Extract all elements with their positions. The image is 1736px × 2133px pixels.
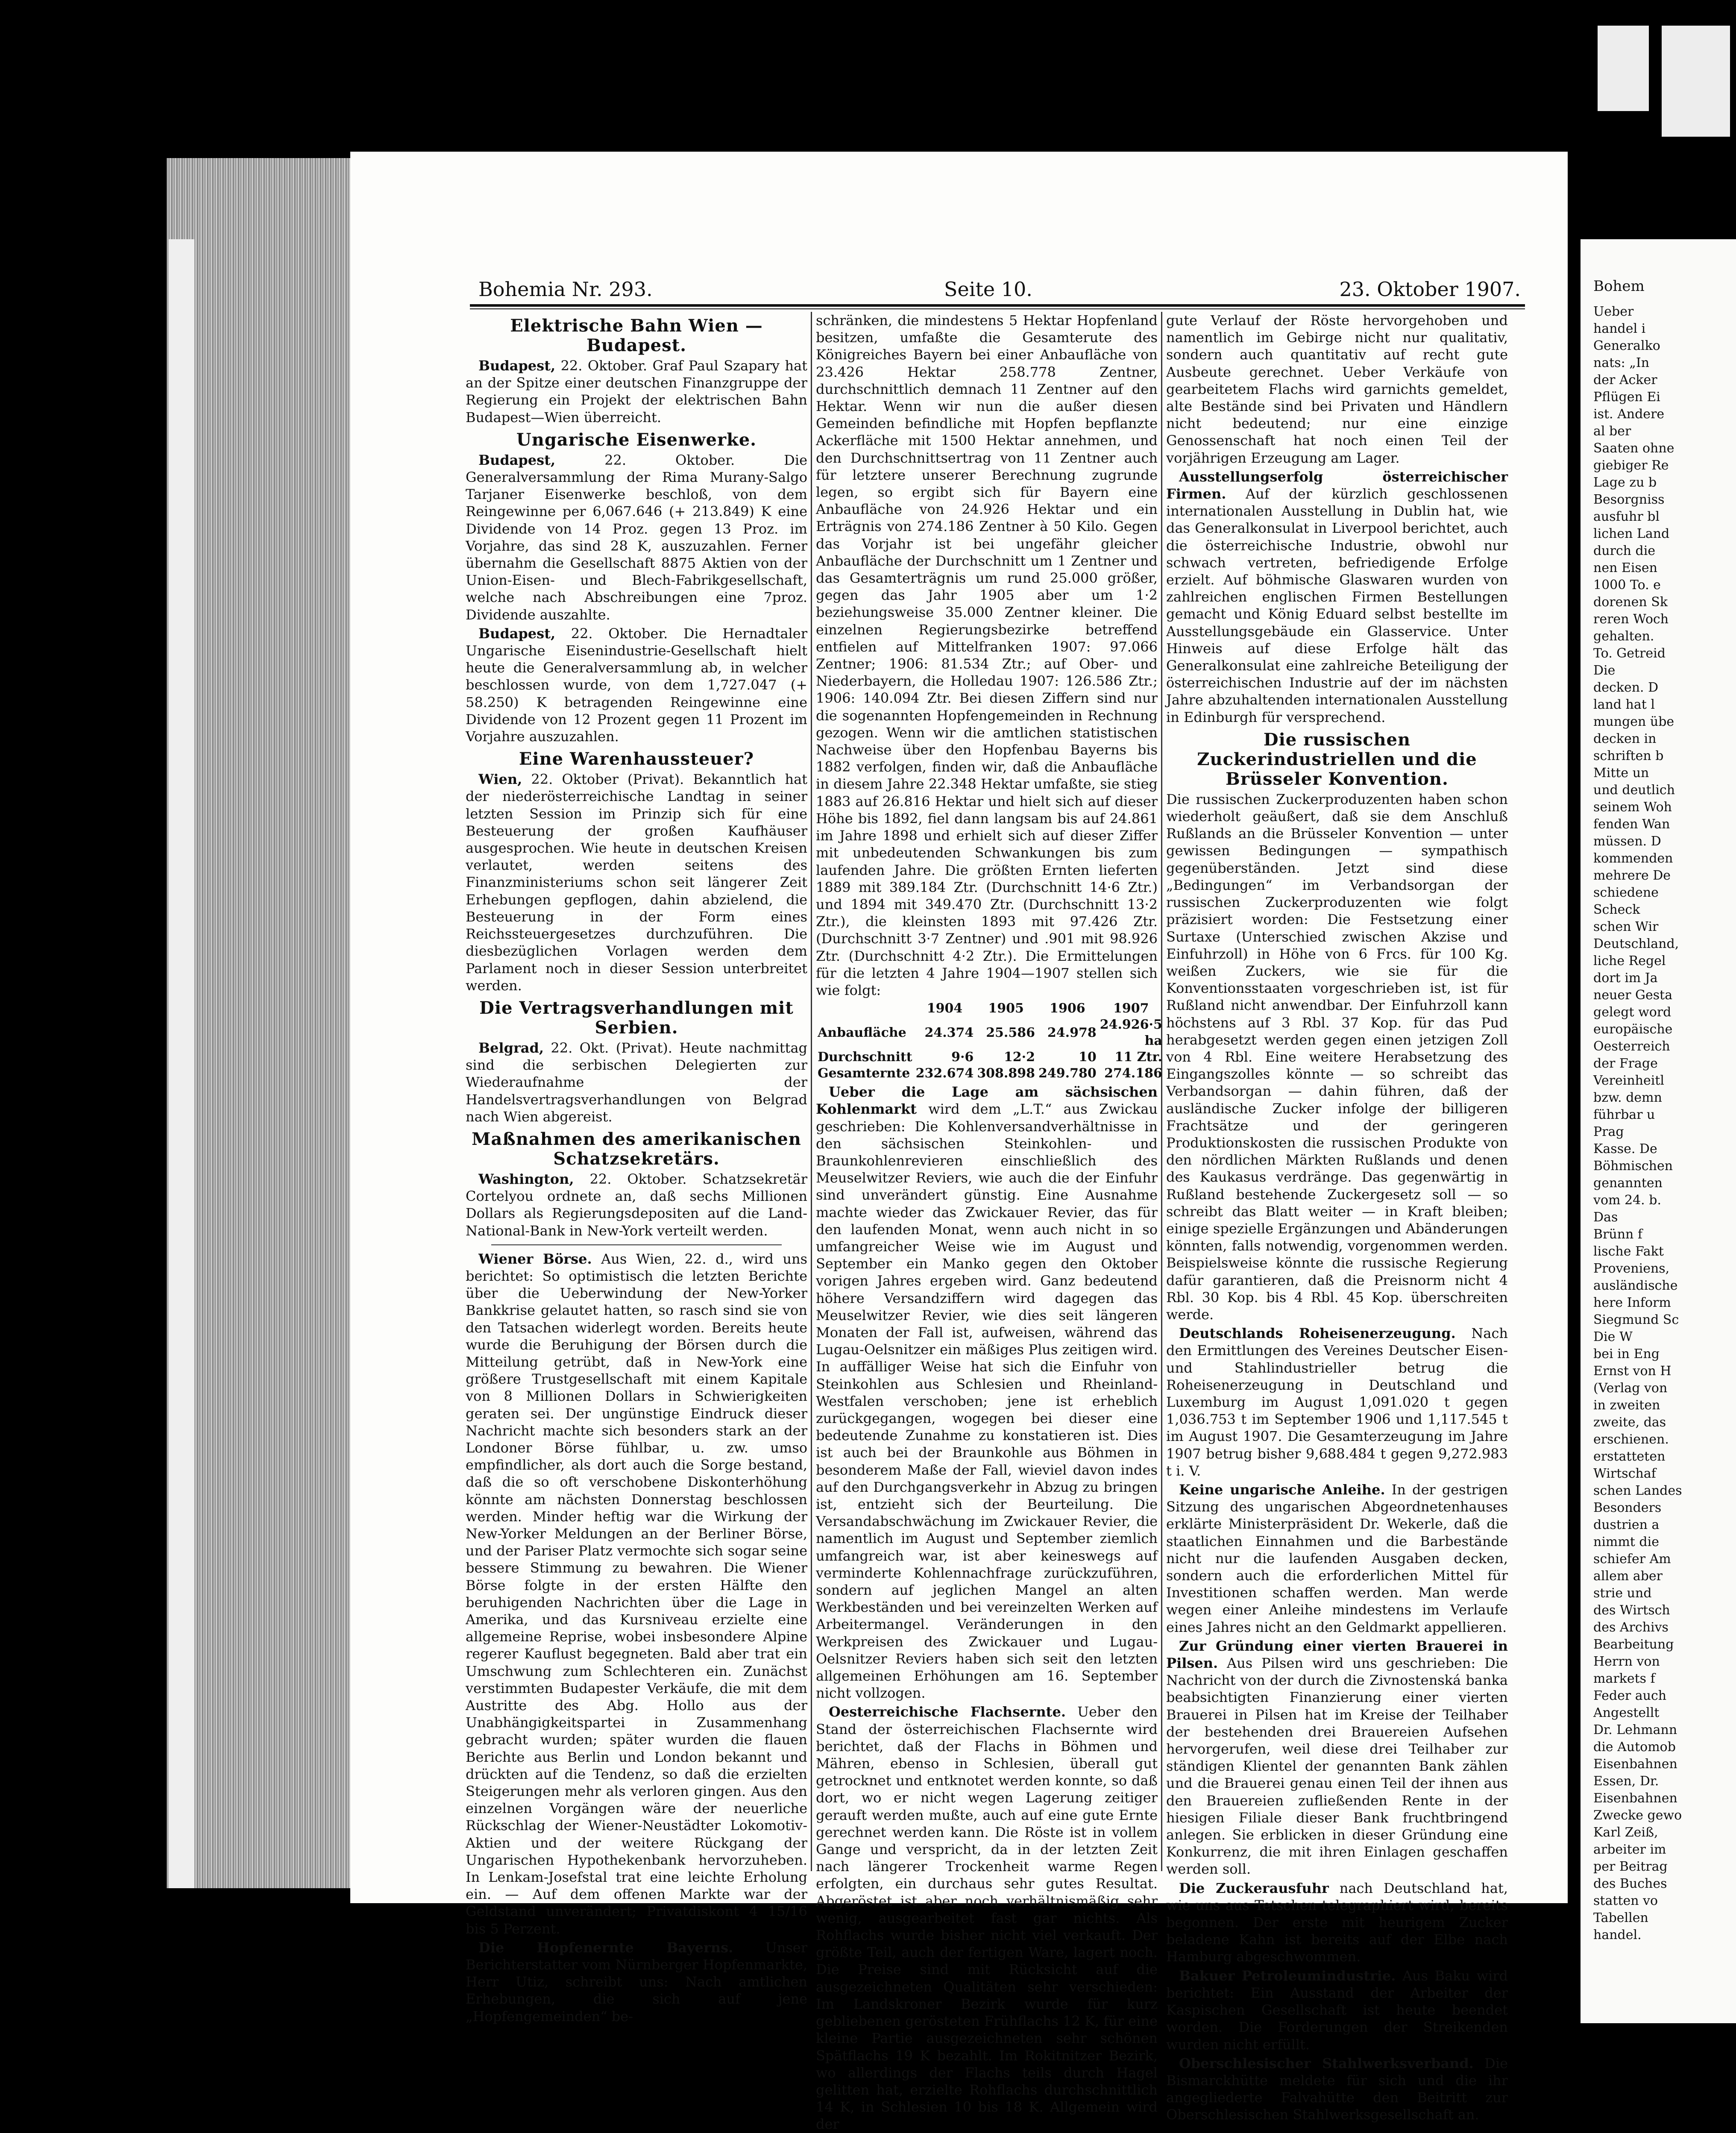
table-cell: 274.186 <box>1104 1066 1162 1081</box>
adjacent-page-line: Besorgniss <box>1593 492 1665 507</box>
adjacent-page-line: Saaten ohne <box>1593 441 1674 456</box>
table-cell: 25.586 <box>986 1025 1035 1041</box>
adjacent-page-line: schen Wir <box>1593 919 1659 934</box>
adjacent-page-line: al ber <box>1593 424 1631 439</box>
paragraph-lead: Deutschlands Roheisenerzeugung. <box>1179 1325 1456 1342</box>
table-cell: 232.674 <box>915 1066 974 1081</box>
adjacent-page-line: des Archivs <box>1593 1620 1669 1635</box>
adjacent-page-line: fenden Wan <box>1593 817 1670 832</box>
article-headline: Die Vertragsverhandlungen mit Serbien. <box>479 998 794 1038</box>
adjacent-page-line: Generalko <box>1593 338 1660 353</box>
table-cell: 10 <box>1078 1050 1097 1065</box>
adjacent-page-line: gelegt word <box>1593 1005 1671 1020</box>
paragraph-lead: Ausstellungserfolg österreichischer Firmen. <box>1166 468 1508 502</box>
book-page-edges <box>167 158 355 1888</box>
article-paragraph <box>466 625 807 745</box>
adjacent-page-line: der Frage <box>1593 1056 1658 1071</box>
adjacent-page-line: Besonders <box>1593 1500 1662 1515</box>
section-separator <box>491 1244 782 1245</box>
adjacent-page-line: handel. <box>1593 1928 1642 1942</box>
article-headline: Maßnahmen des amerikanischen Schatzsekretärs. <box>472 1129 801 1169</box>
adjacent-page-line: Bearbeitung <box>1593 1637 1674 1652</box>
paragraph-lead: Budapest, <box>478 625 556 642</box>
paragraph-lead: Wiener Börse. <box>478 1250 592 1267</box>
table-row <box>816 1049 1164 1065</box>
paragraph-lead: Keine ungarische Anleihe. <box>1179 1482 1385 1498</box>
adjacent-page-line: Pflügen Ei <box>1593 390 1660 405</box>
table-cell: 24.978 <box>1047 1025 1097 1041</box>
adjacent-page-line: per Beitrag <box>1593 1859 1668 1874</box>
adjacent-page-line: handel i <box>1593 321 1646 336</box>
adjacent-page-line: schiefer Am <box>1593 1552 1671 1567</box>
adjacent-page-line: here Inform <box>1593 1295 1671 1310</box>
adjacent-page-line: europäische <box>1593 1022 1673 1037</box>
adjacent-page <box>1581 239 1736 2023</box>
paragraph-text: Nach den Ermittlungen des Vereines Deutscher Eisen- und Stahlindustrieller betrug die Roheisenerzeugung in Deutschland und Luxemburg im August 1,091.020 t gegen 1,036.753 t im September 1906 und 1,117.545 t im August 1907. Die Gesamterzeugung im Jahre 1907 betrug bisher 9,688.484 t gegen 9,272.983 t i. V. <box>1166 1325 1508 1479</box>
article-paragraph <box>1166 1325 1508 1479</box>
adjacent-page-text <box>1593 239 1734 1944</box>
table-row <box>816 1065 1164 1082</box>
adjacent-page-line: Deutschland, <box>1593 936 1679 951</box>
paragraph-text: 22. Oktober. Die Hernadtaler Ungarische Eisenindustrie-Gesellschaft hielt heute die Generalversammlung ab, in welcher beschlossen wurde, von dem 1,727.047 (+ 58.250) K betragenden Reingewinne eine Dividende von 12 Prozent gegen 11 Prozent im Vorjahre auszuzahlen. <box>466 625 808 745</box>
article-paragraph <box>466 1250 807 1937</box>
scan-corner-mark <box>1662 26 1730 137</box>
article-headline: Ungarische Eisenwerke. <box>516 429 757 450</box>
adjacent-page-line: Angestellt <box>1593 1705 1660 1720</box>
adjacent-page-line: kommenden <box>1593 851 1673 866</box>
paragraph-lead: Budapest, <box>478 358 556 374</box>
paragraph-lead: Wien, <box>478 771 522 788</box>
table-cell: 9·6 <box>951 1050 974 1065</box>
adjacent-page-line: Vereinheitl <box>1593 1073 1664 1088</box>
article-headline: Eine Warenhaussteuer? <box>519 749 754 769</box>
adjacent-page-line: ausländische <box>1593 1278 1678 1293</box>
article-headline: Die russischen Zuckerindustriellen und die Brüsseler Konvention. <box>1197 729 1477 789</box>
adjacent-page-line: dorenen Sk <box>1593 595 1668 610</box>
adjacent-page-line: strie und <box>1593 1586 1652 1601</box>
article-paragraph <box>466 357 807 426</box>
paragraph-text: Ueber den Stand der österreichischen Flachsernte wird berichtet, daß der Flachs in Böhmen und Mähren, ebenso in Schlesien, überall gut getrocknet und entknotet werden konnte, so daß dort, wo er nicht wegen Lagerung zeitiger gerauft werden mußte, auch auf eine gute Ernte gerechnet werden kann. Die Röste ist in vollem Gange und verspricht, da in der letzten Zeit nach längerer Trockenheit warme Regen erfolgten, ein durchaus sehr gutes Resultat. Abgeröstet ist aber noch verhältnismäßig sehr wenig, ausgearbeitet fast gar nichts. Als Rohflachs wurde bisher nicht viel verkauft. Der größte Teil, auch der fertigen Ware, lagert noch. Die Preise sind mit Rücksicht auf die ausgezeichneten Qualitäten sehr verschieden: Im Landskroner Bezirk wurde für kurz gebliebenen gerösteten Frühflachs 12 K, für eine kleine Partie ausgezeichneten sehr schönen Spätflachs 19 K bezahlt. Im Rokitnitzer Bezirk, wo allerdings der Flachs teils durch Hagel gelitten hat, erzielte Rohflachs durchschnittlich 14 K, in Schlesien 10 bis 18 K. Allgemein wird der <box>816 1704 1158 2133</box>
paragraph-text: 22. Oktober. Die Generalversammlung der Rima Murany-Salgo Tarjaner Eisenwerke beschloß, von dem Reingewinne per 6,067.646 (+ 213.849) K eine Dividende von 14 Proz. gegen 13 Proz. im Vorjahre, das sind 28 K, auszuzahlen. Ferner übernahm die Gesellschaft 8875 Aktien von der Union-Eisen- und Blech-Fabrikgesellschaft, welche nach Abschreibungen eine 7proz. Dividende auszahlte. <box>466 452 808 623</box>
adjacent-page-line: Dr. Lehmann <box>1593 1722 1677 1737</box>
article-paragraph <box>816 1703 1158 2133</box>
adjacent-page-line: müssen. D <box>1593 834 1661 849</box>
adjacent-page-line: lische Fakt <box>1593 1244 1664 1259</box>
adjacent-page-line: 1000 To. e <box>1593 578 1661 593</box>
adjacent-page-line: gehalten. <box>1593 629 1654 644</box>
article-paragraph <box>1166 2055 1508 2124</box>
table-header-cell: 1904 <box>927 1001 963 1016</box>
article-paragraph <box>466 1171 807 1239</box>
adjacent-page-line: schen Landes <box>1593 1483 1682 1498</box>
adjacent-page-line: ist. Andere <box>1593 407 1665 422</box>
adjacent-page-line: Siegmund Sc <box>1593 1312 1679 1327</box>
adjacent-page-line: Essen, Dr. <box>1593 1774 1659 1789</box>
paragraph-text: Die russischen Zuckerproduzenten haben schon wiederholt geäußert, daß sie dem Anschluß Rußlands an die Brüsseler Konvention — unter gewissen Bedingungen — sympathisch gegenüberständen. Jetzt sind diese „Bedingungen“ im Verbandsorgan der russischen Zuckerproduzenten wie folgt präzisiert worden: Die Festsetzung einer Surtaxe (Unterschied zwischen Akzise und Einfuhrzoll) in Höhe von 6 Frcs. für 100 Kg. weißen Zuckers, wie sie für die Konventionsstaaten vorgeschrieben ist, ist für Rußland nicht anwendbar. Der Einfuhrzoll kann höchstens auf 3 Rbl. 37 Kop. für das Pud herabgesetzt werden gegen einen jetzigen Zoll von 4 Rbl. Eine weitere Herabsetzung des Eingangszolles könnte — so schreibt das Verbandsorgan — dahin führen, daß der ausländische Zucker infolge der billigeren Frachtsätze und der geringeren Produktionskosten die russischen Produkte von den nördlichen Märkten Rußlands und denen des Kaukasus verdränge. Das gegenwärtig in Rußland bestehende Zuckergesetz soll — so schreibt das Blatt weiter — in Kraft bleiben; einige spezielle Ergänzungen und Abänderungen könnten, falls notwendig, vorgenommen werden. Beispielsweise könnte die russische Regierung dafür garantieren, daß die Preisnorm nicht 4 Rbl. 30 Kop. bis 4 Rbl. 45 Kop. überschreiten werde. <box>1166 791 1508 1323</box>
adjacent-page-line: Das <box>1593 1210 1618 1225</box>
publication-name: Bohemia Nr. 293. <box>478 278 653 301</box>
paragraph-text: Aus Wien, 22. d., wird uns berichtet: So optimistisch die letzten Berichte über die Ueberwindung der New-Yorker Bankkrise gelautet hatten, so rasch sind sie von den Tatsachen widerlegt worden. Bereits heute wurde die Beruhigung der Börsen durch die Mitteilung getrübt, daß in New-York eine größere Trustgesellschaft mit einem Kapitale von 8 Millionen Dollars in Schwierigkeiten geraten sei. Der ungünstige Eindruck dieser Nachricht machte sich besonders stark an der Londoner Börse fühlbar, u. zw. umso empfindlicher, als dort auch die Sorge bestand, daß die so oft verschobene Diskonterhöhung könnte am nächsten Donnerstag beschlossen werden. Minder heftig war die Wirkung der New-Yorker Meldungen an der Berliner Börse, und der Pariser Platz vermochte sich sogar seine bessere Stimmung zu bewahren. Die Wiener Börse folgte in der ersten Hälfte den beruhigenden Nachrichten über die Lage in Amerika, und das Kursniveau erzielte eine allgemeine Reprise, wobei insbesondere Alpine regerer Kauflust begegneten. Bald aber trat ein Umschwung zum Schlechteren ein. Zunächst verstimmten Budapester Verkäufe, die mit dem Austritte des Abg. Hollo aus der Unabhängigkeitspartei in Zusammenhang gebracht wurden; später wurden die flauen Berichte aus Berlin und London bekannt und drückten auf die Tendenz, so daß die erzielten Steigerungen mehr als verloren gingen. Aus den einzelnen Vorgängen wäre der neuerliche Rückschlag der Wiener-Neustädter Lokomotiv-Aktien und der weitere Rückgang der Ungarischen Hypothekenbank hervorzuheben. In Lenkam-Josefstal trat eine leichte Erholung ein. — Auf dem offenen Markte war der Geldstand unverändert; Privatdiskont 4 15/16 bis 5 Perzent. <box>466 1250 808 1937</box>
column-3 <box>1166 312 1508 2123</box>
table-row <box>816 1017 1164 1049</box>
adjacent-page-line: land hat l <box>1593 697 1655 712</box>
paragraph-text: gute Verlauf der Röste hervorgehoben und namentlich im Gebirge nicht nur qualitativ, sondern auch quantitativ auf recht gute Ausbeute gerechnet. Ueber Verkäufe von gearbeitetem Flachs wird garnichts gemeldet, alte Bestände sind bei Privaten und Händlern nicht bedeutend; nur eine einzige Genossenschaft hat noch einen Teil der vorjährigen Erzeugung am Lager. <box>1166 312 1508 466</box>
paragraph-lead: Bakuer Petroleumindustrie. <box>1179 1967 1396 1984</box>
adjacent-page-line: Proveniens, <box>1593 1261 1670 1276</box>
adjacent-page-line: Ueber <box>1593 304 1634 319</box>
adjacent-page-line: Wirtschaf <box>1593 1466 1656 1481</box>
adjacent-page-line: decken in <box>1593 731 1657 746</box>
column-divider <box>811 312 812 1871</box>
adjacent-page-line: ausfuhr bl <box>1593 509 1660 524</box>
adjacent-page-line: schiedene <box>1593 885 1659 900</box>
adjacent-page-line: giebiger Re <box>1593 458 1669 473</box>
table-cell: 12·2 <box>1003 1050 1035 1065</box>
paragraph-lead: Belgrad, <box>478 1039 544 1056</box>
adjacent-page-line: bei in Eng <box>1593 1347 1660 1361</box>
paragraph-text: Unser Berichterstatter vom Nürnberger Hopfenmarkte, Herr Utiz, schreibt uns: Nach amtlichen Erhebungen, die sich auf jene „Hopfengemeinden“ be- <box>466 1939 808 2024</box>
column-2 <box>816 312 1162 2133</box>
table-row-label: Anbaufläche <box>818 1025 906 1041</box>
article-paragraph <box>466 771 807 994</box>
scan-corner-mark <box>1598 26 1649 111</box>
article-paragraph <box>1166 312 1508 467</box>
adjacent-page-line: seinem Woh <box>1593 800 1672 815</box>
adjacent-page-line: Die <box>1593 663 1616 678</box>
adjacent-page-line: Mitte un <box>1593 766 1649 780</box>
article-paragraph <box>1166 791 1508 1323</box>
article-paragraph <box>816 312 1158 999</box>
column-divider <box>1161 312 1162 1871</box>
adjacent-page-line: dort im Ja <box>1593 971 1658 986</box>
table-row-label: Gesamternte <box>818 1066 910 1081</box>
adjacent-page-line: Kasse. De <box>1593 1141 1657 1156</box>
adjacent-page-line: lichen Land <box>1593 526 1670 541</box>
adjacent-page-line: genannten <box>1593 1176 1663 1191</box>
adjacent-page-line: Böhmischen <box>1593 1159 1673 1174</box>
table-header-cell <box>816 1000 914 1017</box>
page-number: Seite 10. <box>944 278 1032 301</box>
table-cell: 11 Ztr. <box>1114 1050 1162 1065</box>
adjacent-page-line: Brünn f <box>1593 1227 1642 1242</box>
adjacent-page-line: Ernst von H <box>1593 1364 1671 1379</box>
table-row-label: Durchschnitt <box>818 1050 912 1065</box>
adjacent-page-line: zweite, das <box>1593 1415 1666 1430</box>
article-paragraph <box>1166 1880 1508 1966</box>
adjacent-page-line: erstatteten <box>1593 1449 1666 1464</box>
adjacent-page-line: neuer Gesta <box>1593 988 1673 1003</box>
adjacent-page-line: bzw. demn <box>1593 1090 1662 1105</box>
adjacent-page-line: Zwecke gewo <box>1593 1808 1682 1823</box>
paragraph-lead: Oesterreichische Flachsernte. <box>829 1704 1066 1720</box>
adjacent-page-line: Feder auch <box>1593 1688 1667 1703</box>
adjacent-page-line: Oesterreich <box>1593 1039 1670 1054</box>
paragraph-text: 22. Oktober. Schatzsekretär Cortelyou ordnete an, daß sechs Millionen Dollars als Regierungsdepositen auf die Land-National-Bank in New-York verteilt werden. <box>466 1171 808 1239</box>
adjacent-page-line: mehrere De <box>1593 868 1671 883</box>
paragraph-text: In der gestrigen Sitzung des ungarischen Abgeordnetenhauses erklärte Ministerpräsident Dr. Wekerle, daß die staatlichen Einnahmen und die Barbestände nicht nur die laufenden Ausgaben decken, sondern auch die erforderlichen Mittel für Investitionen schaffen werden. Man werde wegen einer Anleihe mindestens im Verlaufe eines Jahres nicht an den Geldmarkt appellieren. <box>1166 1482 1508 1635</box>
book-gutter <box>1572 239 1581 2023</box>
issue-date: 23. Oktober 1907. <box>1339 278 1521 301</box>
article-paragraph <box>1166 1481 1508 1636</box>
paragraph-lead: Washington, <box>478 1171 574 1187</box>
paragraph-text: Auf der kürzlich geschlossenen internationalen Ausstellung in Dublin hat, wie das Generalkonsulat in Liverpool berichtet, auch die österreichische Industrie, obwohl nur schwach vertreten, befriedigende Erfolge erzielt. Auf böhmische Glaswaren wurden von zahlreichen englischen Firmen Bestellungen gemacht und König Eduard selbst bestellte im Ausstellungsgebäude ein Glasservice. Unter Hinweis auf diese Erfolge hält das Generalkonsulat eine zahlreiche Beteiligung der österreichischen Industrie auf der im nächsten Jahre abzuhaltenden internationalen Ausstellung in Edinburgh für versprechend. <box>1166 486 1508 725</box>
table-cell: 308.898 <box>977 1066 1035 1081</box>
adjacent-page-line: (Verlag von <box>1593 1381 1668 1396</box>
statistics-table <box>816 1000 1164 1082</box>
adjacent-page-line: arbeiter im <box>1593 1842 1666 1857</box>
article-paragraph <box>466 1039 807 1125</box>
paragraph-text: nach Deutschland hat, wie uns aus Tetschen telegraphiert wird, bereits begonnen. Der erste mit heurigem Zucker beladene Kahn ist bereits auf der Elbe nach Hamburg abgeschwommen. <box>1166 1880 1508 1965</box>
paragraph-text: Die Bismarckhütte meldete für sich und die ihr angegliederte Falvahütte den Beitritt zur Oberschlesischen Stahlwerksgesellschaft an. <box>1166 2055 1508 2123</box>
adjacent-page-line: erschienen. <box>1593 1432 1669 1447</box>
header-rule-thin <box>470 308 1525 309</box>
adjacent-page-line: Eisenbahnen <box>1593 1757 1677 1772</box>
paragraph-text: 22. Okt. (Privat). Heute nachmittag sind die serbischen Delegierten zur Wiederaufnahme der Handelsvertragsverhandlungen von Belgrad nach Wien abgereist. <box>466 1039 808 1125</box>
paragraph-text: wird dem „L.T.“ aus Zwickau geschrieben: Die Kohlenversandverhältnisse in den sächsischen Steinkohlen- und Braunkohlenrevieren einschließlich des Meuselwitzer Reviers, wie auch die der Einfuhr sind unverändert günstig. Eine Ausnahme machte wieder das Zwickauer Revier, das für den laufenden Monat, wenn auch nicht in so umfangreicher Weise wie im August und September ein Manko gegen den Oktober vorigen Jahres ergeben wird. Ganz bedeutend höhere Versandziffern wird dagegen das Meuselwitzer Revier, wie dies seit längeren Monaten der Fall ist, aufweisen, während das Lugau-Oelsnitzer ein mäßiges Plus zeitigen wird. In auffälliger Weise hat sich die Einfuhr von Steinkohlen aus Schlesien und Rheinland-Westfalen verschoben; jene ist erheblich zurückgegangen, wogegen bei dieser eine bedeutende Zunahme zu konstatieren ist. Dies ist auch bei der Braunkohle aus Böhmen in besonderem Maße der Fall, wieviel davon indes auf den Durchgangsverkehr in Abzug zu bringen ist, entzieht sich der Beurteilung. Die Versandabschwächung im Zwickauer Revier, die namentlich im August und September ziemlich umfangreich war, ist aber keineswegs auf verminderte Kohlennachfrage zurückzuführen, sondern auf jeglichen Mangel an alten Werkbeständen und bei vereinzelten Werken auf Arbeitermangel. Veränderungen in den Werkpreisen des Zwickauer und Lugau-Oelsnitzer Reviers haben sich seit den letzten allgemeinen Erhöhungen am 16. September nicht vollzogen. <box>816 1101 1158 1702</box>
column-1 <box>466 312 808 2024</box>
adjacent-page-line: Scheck <box>1593 902 1640 917</box>
adjacent-page-line: die Automob <box>1593 1740 1676 1755</box>
table-cell: 24.926·5 ha <box>1100 1017 1162 1049</box>
page-header <box>478 273 1521 303</box>
paragraph-lead: Budapest, <box>478 452 556 468</box>
paragraph-lead: Oberschlesischer Stahlwerksverband. <box>1179 2055 1474 2071</box>
adjacent-page-line: der Acker <box>1593 373 1657 387</box>
adjacent-page-line: mungen übe <box>1593 714 1674 729</box>
adjacent-page-line: Karl Zeiß, <box>1593 1825 1658 1840</box>
article-paragraph <box>466 452 807 623</box>
article-paragraph <box>816 1083 1158 1702</box>
article-paragraph <box>1166 1637 1508 1878</box>
adjacent-page-line: Prag <box>1593 1124 1624 1139</box>
article-paragraph <box>1166 468 1508 726</box>
adjacent-page-line: decken. D <box>1593 680 1659 695</box>
article-paragraph <box>1166 1967 1508 2053</box>
adjacent-page-line: nimmt die <box>1593 1534 1659 1549</box>
adjacent-page-line: dustrien a <box>1593 1517 1660 1532</box>
adjacent-page-line: Eisenbahnen <box>1593 1791 1677 1806</box>
paragraph-text: Aus Baku wird berichtet: Ein Ausstand der Arbeiter der Kaspischen Gesellschaft ist heute beendet worden. Die Forderungen der Streikenden wurden nicht erfüllt. <box>1166 1967 1508 2053</box>
paragraph-text: 22. Oktober (Privat). Bekanntlich hat der niederösterreichische Landtag in seiner letzten Session im Prinzip sich für eine Besteuerung der großen Kaufhäuser ausgesprochen. Wie heute in deutschen Kreisen verlautet, werden seitens des Finanzministeriums schon seit längerer Zeit Erhebungen gepflogen, dahin abzielend, die Besteuerung in der Form eines Reichssteuergesetzes durchzuführen. Die diesbezüglichen Vorlagen werden dem Parlament noch in dieser Session unterbreitet werden. <box>466 771 808 994</box>
adjacent-page-line: Herrn von <box>1593 1654 1660 1669</box>
adjacent-page-line: vom 24. b. <box>1593 1193 1661 1208</box>
adjacent-page-line: To. Getreid <box>1593 646 1666 661</box>
book-edge-highlight <box>169 239 194 1888</box>
table-cell: 249.780 <box>1038 1066 1097 1081</box>
adjacent-page-line: liche Regel <box>1593 954 1666 968</box>
table-header-cell: 1906 <box>1050 1001 1085 1016</box>
header-rule <box>470 304 1525 307</box>
adjacent-page-line: nen Eisen <box>1593 560 1657 575</box>
paragraph-lead: Zur Gründung einer vierten Brauerei in Pilsen. <box>1166 1637 1508 1672</box>
paragraph-text: 22. Oktober. Graf Paul Szapary hat an der Spitze einer deutschen Finanzgruppe der Regierung ein Projekt der elektrischen Bahn Budapest—Wien überreicht. <box>466 358 808 425</box>
adjacent-page-line: und deutlich <box>1593 783 1675 798</box>
adjacent-page-header: Bohem <box>1593 278 1645 295</box>
adjacent-page-line: führbar u <box>1593 1107 1655 1122</box>
adjacent-page-line: allem aber <box>1593 1569 1663 1584</box>
adjacent-page-line: in zweiten <box>1593 1398 1660 1413</box>
adjacent-page-line: des Buches <box>1593 1876 1667 1891</box>
article-paragraph <box>466 1939 807 2025</box>
table-header-row <box>816 1000 1164 1017</box>
adjacent-page-line: schriften b <box>1593 748 1664 763</box>
table-cell: 24.374 <box>924 1025 974 1041</box>
paragraph-text: schränken, die mindestens 5 Hektar Hopfenland besitzen, umfaßte die Gesamterute des Königreiches Bayern bei einer Anbaufläche von 23.426 Hektar 258.778 Zentner, durchschnittlich demnach 11 Zentner auf den Hektar. Wenn wir nun die außer diesen Gemeinden befindliche mit Hopfen bepflanzte Ackerfläche mit 1500 Hektar annehmen, und den Durchschnittsertrag von 11 Zentner auch für letztere unserer Berechnung zugrunde legen, so ergibt sich für Bayern eine Anbaufläche von 24.926 Hektar und ein Erträgnis von 274.186 Zentner à 50 Kilo. Gegen das Vorjahr ist bei ungefähr gleicher Anbaufläche der Durchschnitt um 1 Zentner und das Gesamterträgnis um rund 25.000 größer, gegen das Jahr 1905 aber um 1·2 beziehungsweise 35.000 Zentner kleiner. Die einzelnen Regierungsbezirke betreffend entfielen auf Mittelfranken 1907: 97.066 Zentner; 1906: 81.534 Ztr.; auf Ober- und Niederbayern, die Holledau 1907: 126.586 Ztr.; 1906: 140.094 Ztr. Bei diesen Ziffern sind nur die sogenannten Hopfengemeinden in Rechnung gezogen. Wenn wir die amtlichen statistischen Nachweise über den Hopfenbau Bayerns bis 1882 verfolgen, finden wir, daß die Anbaufläche in diesem Jahre 22.348 Hektar umfaßte, sie stieg 1883 auf 26.816 Hektar und hielt sich auf dieser Höhe bis 1892, fiel dann langsam bis auf 24.861 im Jahre 1898 und erhielt sich auf dieser Ziffer mit unbedeutenden Schwankungen bis zum laufenden Jahre. Die größten Ernten lieferten 1889 mit 389.184 Ztr. (Durchschnitt 14·6 Ztr.) und 1894 mit 349.470 Ztr. (Durchschnitt 13·2 Ztr.), die kleinsten 1893 mit 97.426 Ztr. (Durchschnitt 3·7 Zentner) und .901 mit 98.926 Ztr. (Durchschnitt 4·2 Ztr.). Die Ermittelungen für die letzten 4 Jahre 1904—1907 stellen sich wie folgt: <box>816 312 1158 998</box>
table-header-cell: 1905 <box>988 1001 1024 1016</box>
adjacent-page-line: reren Woch <box>1593 612 1669 627</box>
adjacent-page-line: des Wirtsch <box>1593 1603 1670 1618</box>
adjacent-page-line: nats: „In <box>1593 355 1650 370</box>
adjacent-page-line: Lage zu b <box>1593 475 1657 490</box>
article-headline: Elektrische Bahn Wien — Budapest. <box>510 316 763 355</box>
paragraph-lead: Die Zuckerausfuhr <box>1179 1880 1329 1896</box>
paragraph-lead: Die Hopfenernte Bayerns. <box>478 1939 733 1956</box>
adjacent-page-line: Die W <box>1593 1329 1633 1344</box>
adjacent-page-line: markets f <box>1593 1671 1655 1686</box>
paragraph-lead: Ueber die Lage am sächsischen Kohlenmarkt <box>816 1084 1158 1118</box>
adjacent-page-line: Tabellen <box>1593 1910 1648 1925</box>
paragraph-text: Aus Pilsen wird uns geschrieben: Die Nachricht von der durch die Zivnostenská banka beabsichtigten Finanzierung einer vierten Brauerei in Pilsen hat im Kreise der Teilhaber der bestehenden drei Brauereien Aufsehen hervorgerufen, weil diese drei Teilhaber zur ständigen Klientel der genannten Bank zählen und die Brauerei genau einen Teil der ihnen aus den Brauereien zufließenden Rente in der hiesigen Filiale dieser Bank fruchtbringend anlegen. Sie erblicken in dieser Gründung eine Konkurrenz, die mit ihren Einlagen geschaffen werden soll. <box>1166 1655 1508 1878</box>
adjacent-page-line: durch die <box>1593 543 1656 558</box>
adjacent-page-line: statten vo <box>1593 1893 1658 1908</box>
table-header-cell: 1907 <box>1113 1001 1149 1016</box>
